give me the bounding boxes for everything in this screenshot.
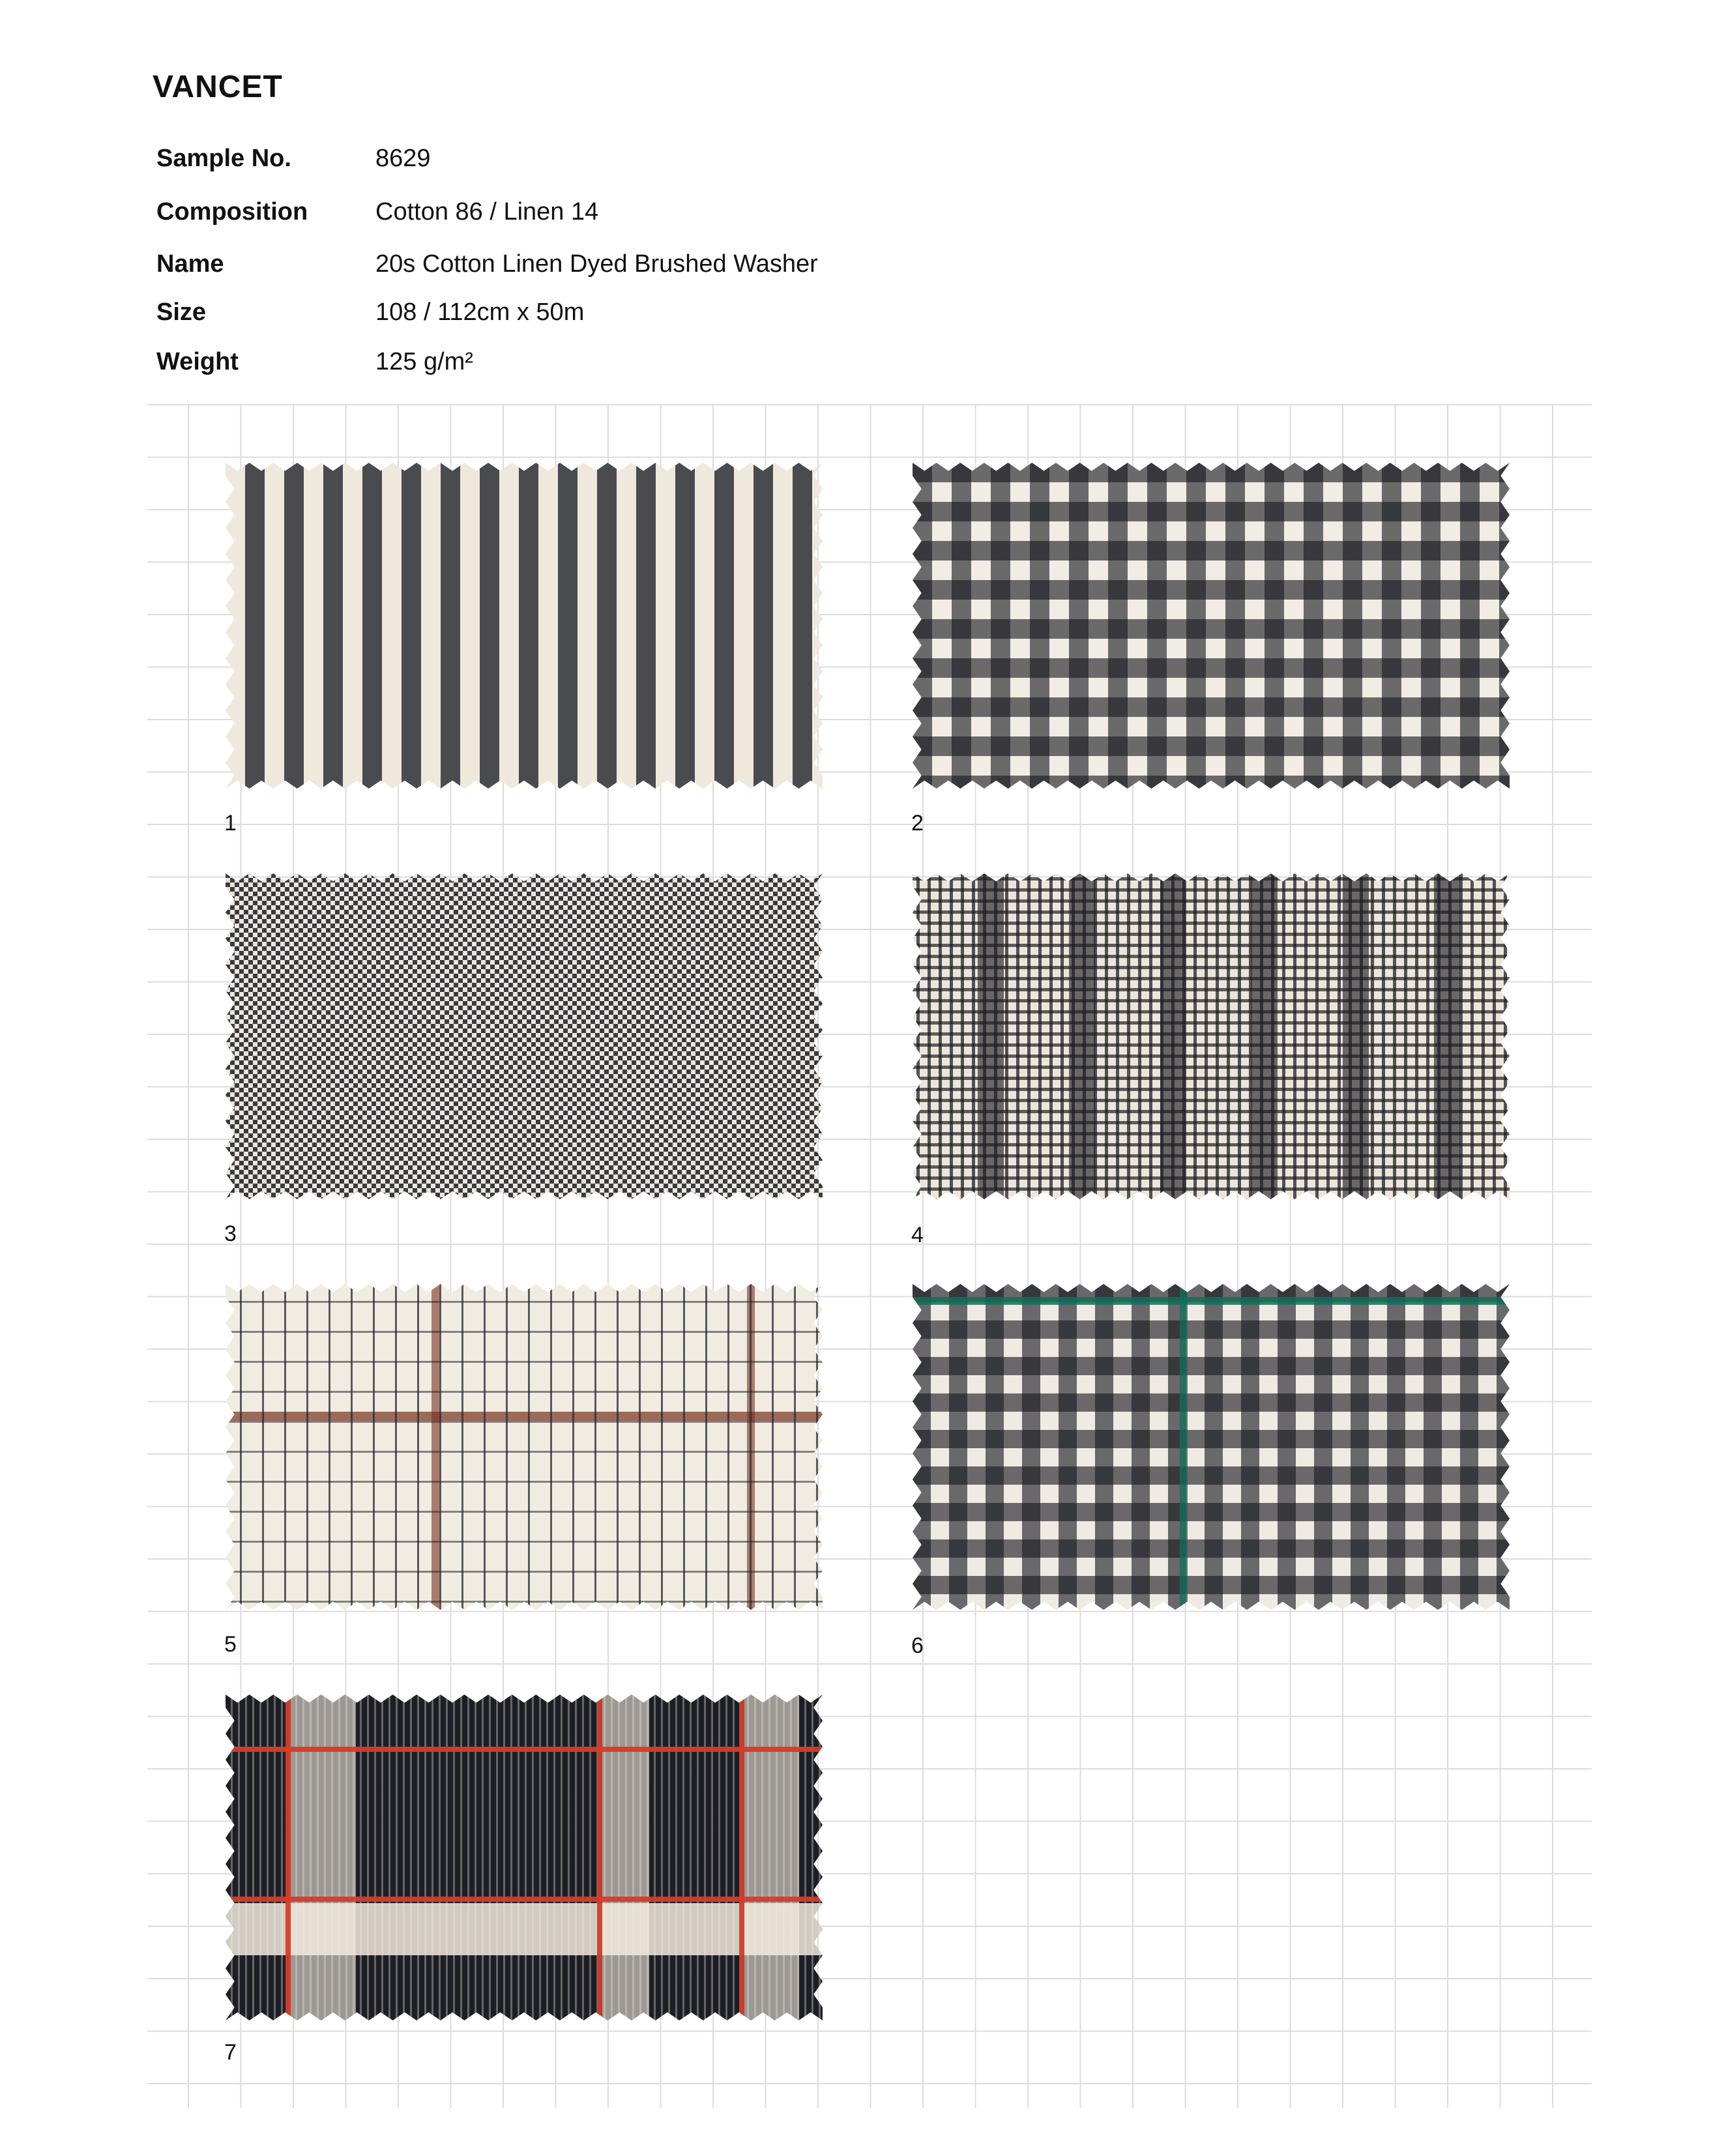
swatch-number: 2	[911, 811, 924, 836]
spec-label: Sample No.	[156, 145, 291, 172]
fabric-swatch-2	[913, 463, 1510, 789]
swatch-number: 7	[224, 2040, 237, 2065]
spec-value: Cotton 86 / Linen 14	[375, 198, 599, 226]
spec-value: 8629	[375, 145, 431, 172]
swatch-number: 3	[224, 1221, 237, 1246]
swatch-number: 6	[911, 1633, 924, 1658]
fabric-swatch-1	[226, 463, 823, 789]
swatch-number: 5	[224, 1632, 237, 1657]
spec-label: Name	[156, 250, 224, 278]
swatch-number: 4	[911, 1223, 924, 1247]
spec-row-weight	[156, 348, 1069, 387]
brand-title: VANCET	[153, 70, 283, 104]
spec-row-sample-no	[156, 145, 1069, 184]
spec-value: 20s Cotton Linen Dyed Brushed Washer	[375, 250, 818, 278]
fabric-swatch-6	[913, 1284, 1510, 1610]
swatch-number: 1	[224, 811, 237, 836]
spec-value: 125 g/m²	[375, 348, 473, 375]
spec-row-name	[156, 250, 1069, 289]
spec-label: Weight	[156, 348, 239, 375]
fabric-swatch-5	[226, 1284, 823, 1610]
spec-row-composition	[156, 198, 1069, 237]
fabric-swatch-4	[913, 873, 1510, 1199]
fabric-swatch-3	[226, 873, 823, 1199]
spec-value: 108 / 112cm x 50m	[375, 299, 585, 326]
spec-label: Composition	[156, 198, 308, 226]
spec-row-size	[156, 299, 1069, 338]
spec-label: Size	[156, 299, 207, 326]
fabric-swatch-7	[226, 1695, 823, 2020]
